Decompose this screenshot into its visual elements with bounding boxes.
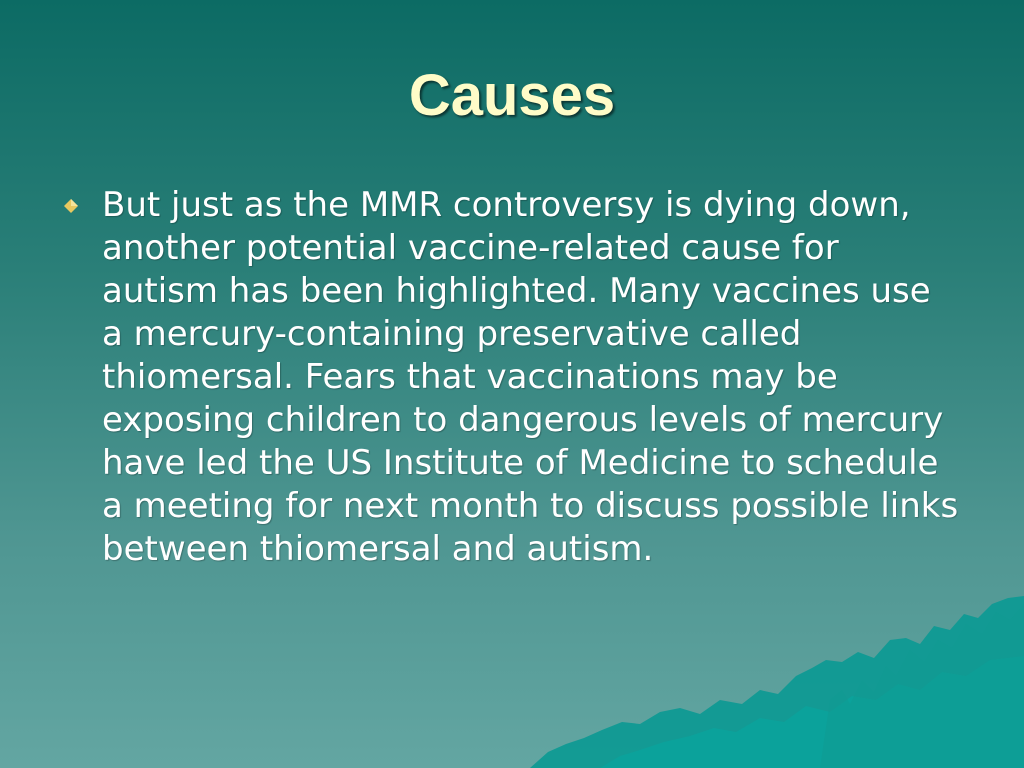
slide-title: Causes bbox=[408, 63, 616, 128]
bullet-list bbox=[62, 184, 962, 571]
bullet-text: But just as the MMR controversy is dying down, another potential vaccine-related cause for autism has been highlighted. Many vaccines use a mercury-containing preservative called thiomersal. Fears that vaccinations may be exposing children to dangerous levels of mercury have led the US Institute of Medicine to schedule a meeting for next month to discuss possible links between thiomersal and autism. bbox=[102, 185, 959, 569]
diamond-bullet-icon bbox=[64, 199, 78, 213]
bullet-item bbox=[62, 184, 962, 571]
